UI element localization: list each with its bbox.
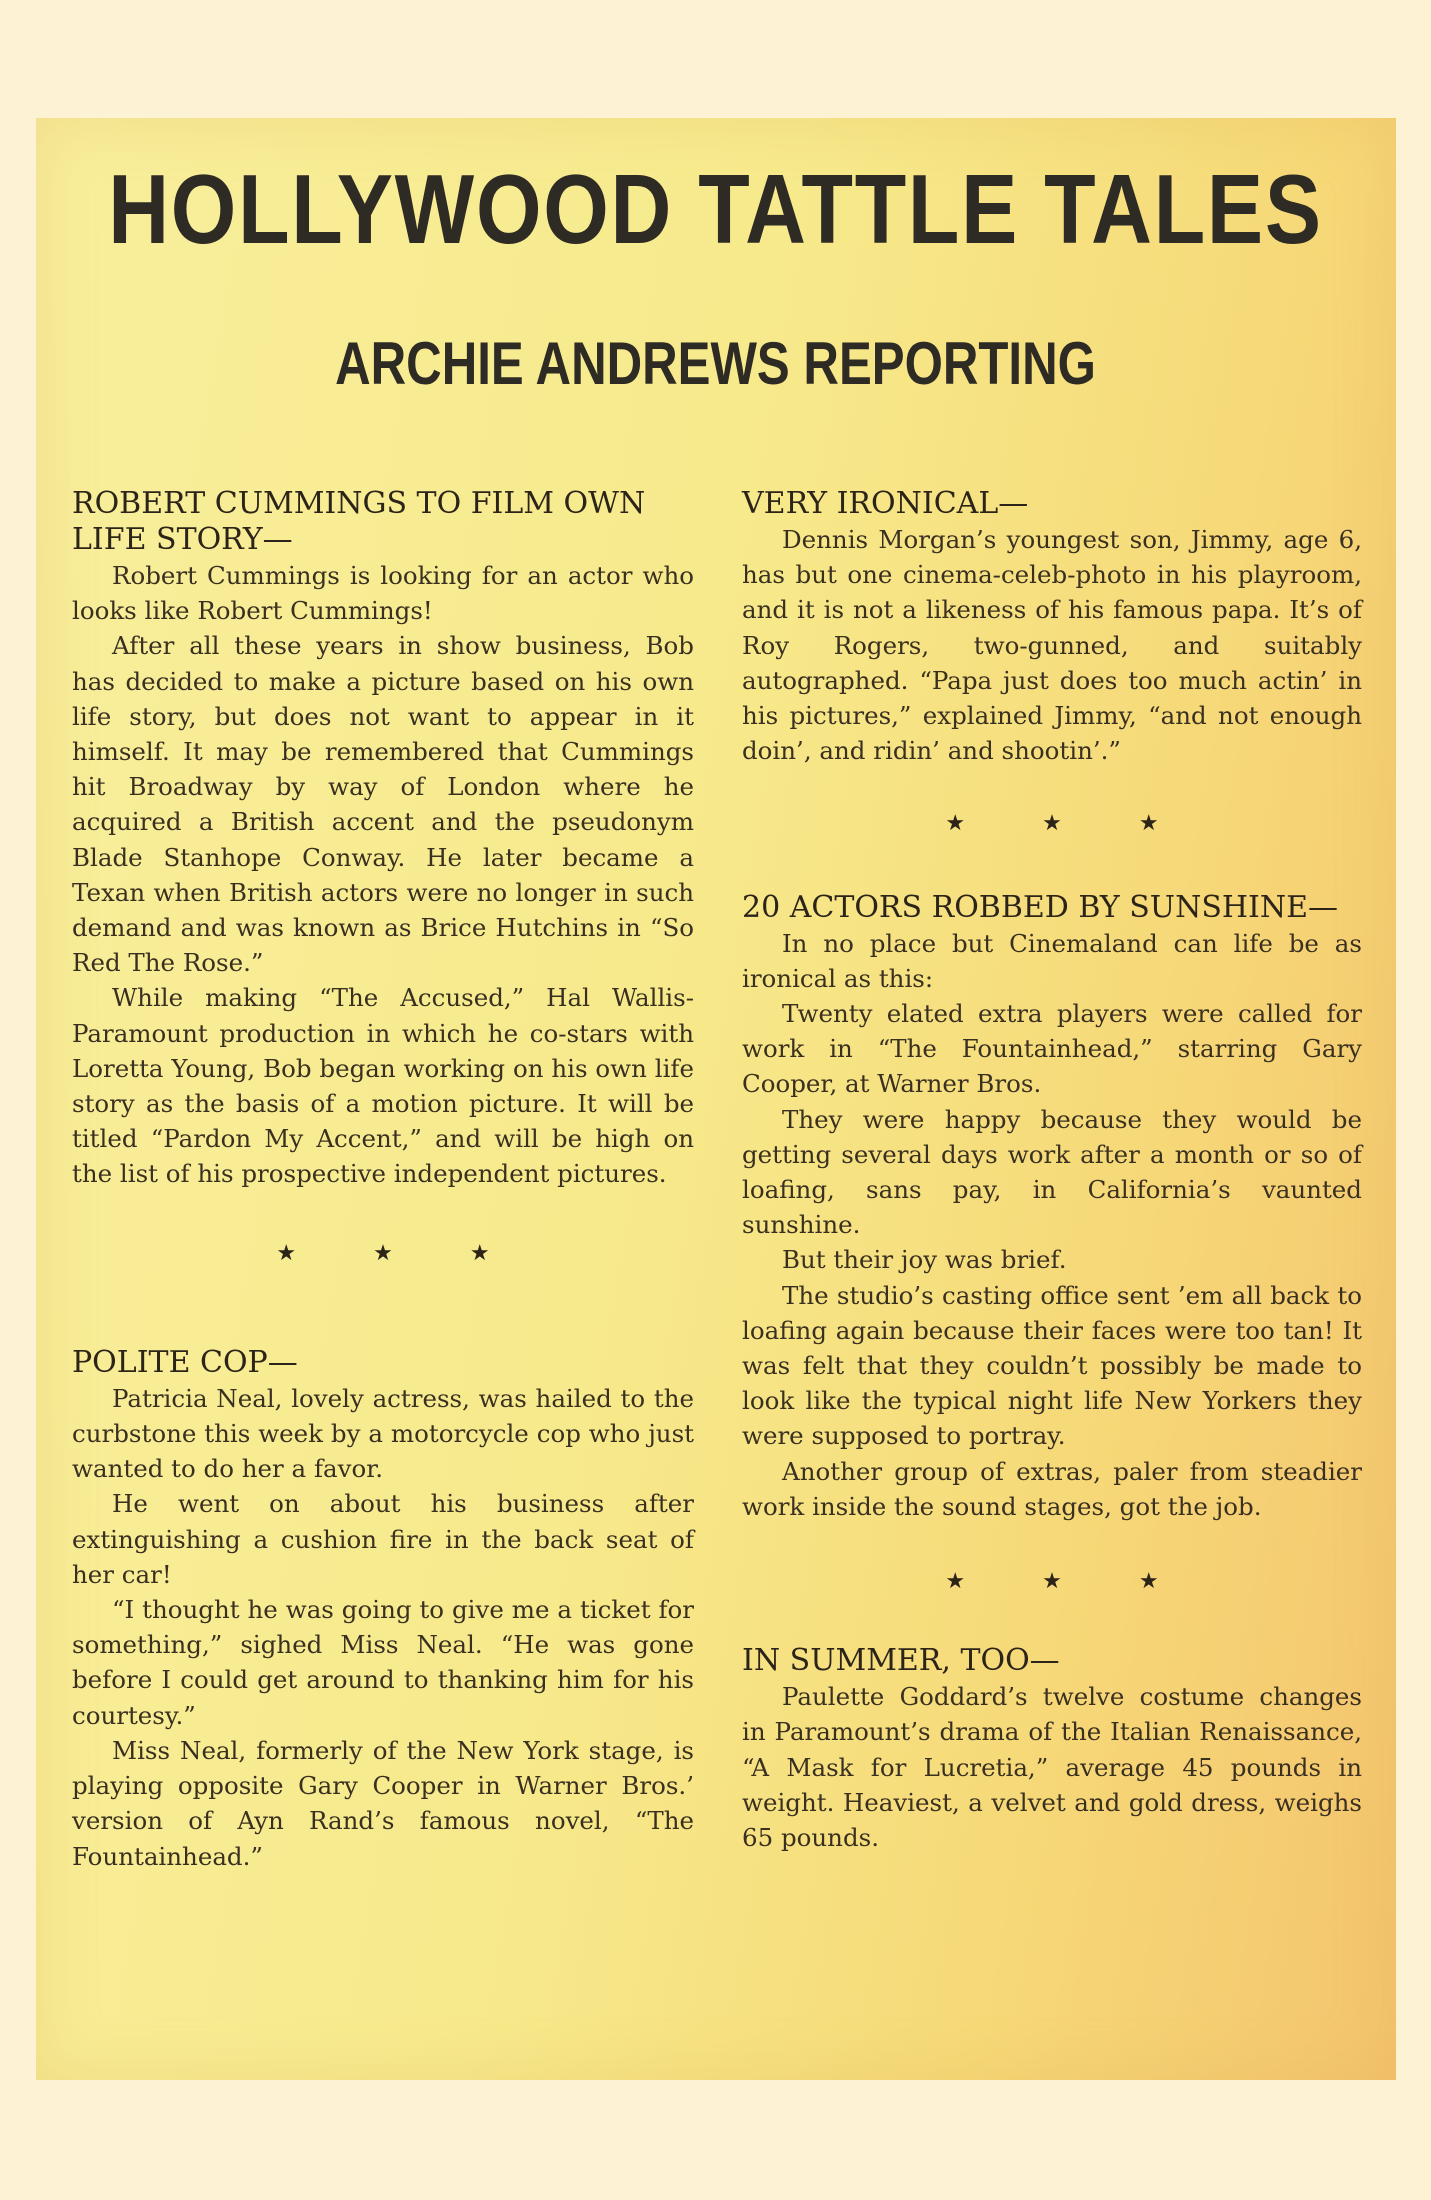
star-divider: ★ ★ ★ bbox=[276, 1240, 490, 1266]
article-paragraph: The studio’s casting office sent ’em all back to loafing again because their faces were too tan! It was felt that they couldn’t possibly be made to look like the typical night life New Yorkers they were supposed to portray. bbox=[742, 1280, 1362, 1451]
article-paragraph: In no place but Cinemaland can life be as ironical as this: bbox=[742, 928, 1362, 993]
star-divider: ★ ★ ★ bbox=[945, 811, 1159, 837]
article-paragraph: Robert Cummings is looking for an actor who looks like Robert Cummings! bbox=[72, 561, 694, 626]
article-paragraph: Another group of extras, paler from steadier work inside the sound stages, got the job. bbox=[742, 1456, 1362, 1521]
article-paragraph: Dennis Morgan’s youngest son, Jimmy, age 6, has but one cinema-celeb-photo in his playroom, and it is not a likeness of his famous papa. It’s of Roy Rogers, two-gunned, and suitably autographed. “Papa just does too much actin’ in his pictures,” explained Jimmy, “and not enough doin’, and ridin’ and shootin’.” bbox=[742, 525, 1362, 766]
article-paragraph: Twenty elated extra players were called for work in “The Fountainhead,” starring Gary Cooper, at Warner Bros. bbox=[742, 999, 1362, 1099]
star-divider: ★ ★ ★ bbox=[945, 1569, 1159, 1595]
page-title: HOLLYWOOD TATTLE TALES bbox=[108, 154, 1323, 264]
article-heading: POLITE COP— bbox=[72, 1344, 298, 1380]
article-paragraph: After all these years in show business, Bob has decided to make a picture based on his own life story, but does not want to appear in it himself. It may be remembered that Cummings hit Broadway by way of London where he acquired a British accent and the pseudonym Blade Stanhope Conway. He later became a Texan when British actors were no longer in such demand and was known as Brice Hutchins in “So Red The Rose.” bbox=[72, 631, 694, 978]
page-subtitle: ARCHIE ANDREWS REPORTING bbox=[335, 330, 1096, 397]
article-paragraph: While making “The Accused,” Hal Wallis-Paramount production in which he co-stars with Loretta Young, Bob began working on his own life story as the basis of a motion picture. It will be titled “Pardon My Accent,” and will be high on the list of his prospective independent pictures. bbox=[72, 983, 694, 1189]
right-column bbox=[742, 486, 1362, 1855]
article-heading: ROBERT CUMMINGS TO FILM OWN LIFE STORY— bbox=[72, 486, 646, 557]
article-heading: 20 ACTORS ROBBED BY SUNSHINE— bbox=[742, 889, 1339, 925]
article-paragraph: Miss Neal, formerly of the New York stage, is playing opposite Gary Cooper in Warner Bros.’ version of Ayn Rand’s famous novel, “The Fountainhead.” bbox=[72, 1735, 694, 1871]
article-paragraph: “I thought he was going to give me a ticket for something,” sighed Miss Neal. “He was gone before I could get around to thanking him for his courtesy.” bbox=[72, 1595, 694, 1730]
article-paragraph: But their joy was brief. bbox=[782, 1245, 1067, 1275]
article-paragraph: Paulette Goddard’s twelve costume changes in Paramount’s drama of the Italian Renaissance, “A Mask for Lucretia,” average 45 pounds in weight. Heaviest, a velvet and gold dress, weighs 65 pounds. bbox=[742, 1682, 1362, 1853]
article-paragraph: Patricia Neal, lovely actress, was hailed to the curbstone this week by a motorcycle cop who just wanted to do her a favor. bbox=[72, 1383, 694, 1484]
article-paragraph: They were happy because they would be getting several days work after a month or so of loafing, sans pay, in California’s vaunted sunshine. bbox=[742, 1104, 1362, 1240]
article-heading: VERY IRONICAL— bbox=[742, 486, 1029, 521]
article-paragraph: He went on about his business after extinguishing a cushion fire in the back seat of her car! bbox=[72, 1489, 694, 1589]
article-heading: IN SUMMER, TOO— bbox=[742, 1643, 1060, 1679]
left-column bbox=[72, 486, 694, 1874]
